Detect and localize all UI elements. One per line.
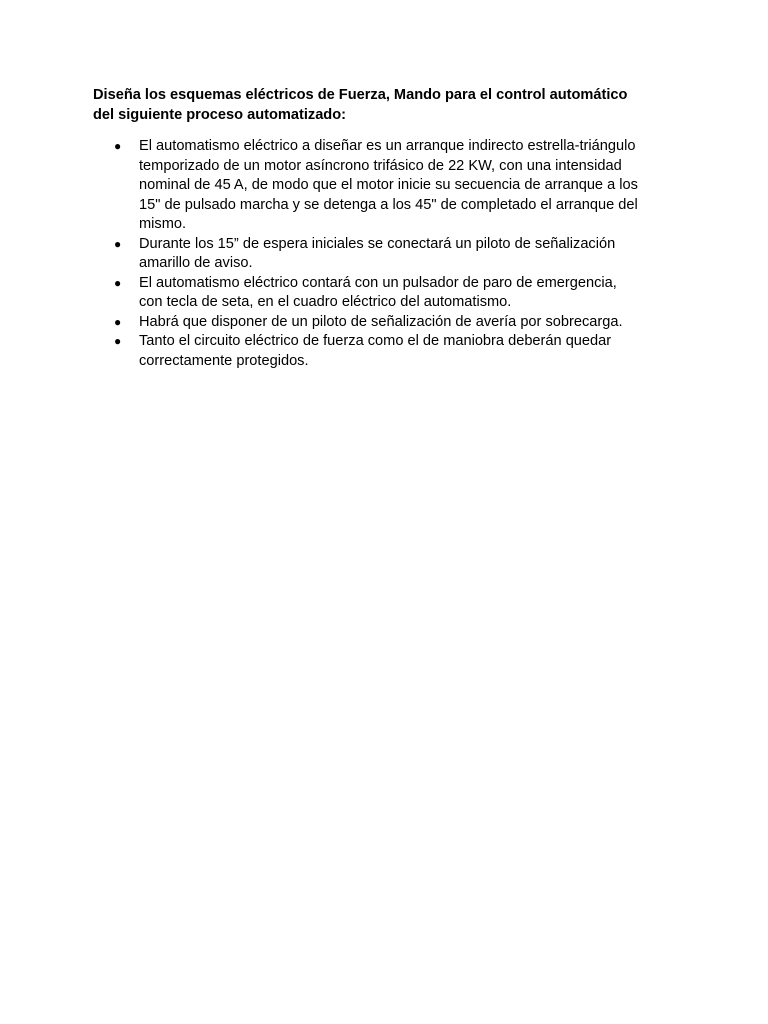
list-item-line: Durante los 15” de espera iniciales se conectará un piloto de señalización xyxy=(139,235,616,252)
list-item xyxy=(93,274,683,313)
list-item-line: con tecla de seta, en el cuadro eléctrico del automatismo. xyxy=(139,294,512,310)
list-item-text xyxy=(139,235,683,274)
list-item-text xyxy=(139,313,683,333)
bullet-icon: ● xyxy=(114,236,122,251)
list-item xyxy=(93,332,683,371)
list-item-line: nominal de 45 A, de modo que el motor inicie su secuencia de arranque a los xyxy=(139,177,638,193)
list-item xyxy=(93,313,683,333)
list-item-line: amarillo de aviso. xyxy=(139,255,253,271)
bullet-icon: ● xyxy=(114,314,122,329)
bullet-icon: ● xyxy=(114,334,122,348)
heading-line: del siguiente proceso automatizado: xyxy=(93,106,346,123)
list-item-line: temporizado de un motor asíncrono trifásico de 22 KW, con una intensidad xyxy=(139,157,622,174)
document-heading xyxy=(93,86,693,125)
list-item-line: El automatismo eléctrico contará con un pulsador de paro de emergencia, xyxy=(139,274,617,291)
list-item-text xyxy=(139,332,683,371)
list-item-line: Tanto el circuito eléctrico de fuerza como el de maniobra deberán quedar xyxy=(139,333,612,349)
requirements-list xyxy=(93,137,683,371)
list-item xyxy=(93,137,683,235)
list-item-line: 15" de pulsado marcha y se detenga a los 45" de completado el arranque del xyxy=(139,196,638,213)
bullet-icon: ● xyxy=(114,139,122,153)
list-item-text xyxy=(139,137,683,235)
list-item xyxy=(93,235,683,274)
list-item-text xyxy=(139,274,683,313)
list-item-line: Habrá que disponer de un piloto de señalización de avería por sobrecarga. xyxy=(139,313,623,330)
list-item-line: El automatismo eléctrico a diseñar es un arranque indirecto estrella-triángulo xyxy=(139,138,636,154)
list-item-line: mismo. xyxy=(139,216,187,232)
list-item-line: correctamente protegidos. xyxy=(139,352,309,369)
bullet-icon: ● xyxy=(114,275,122,290)
heading-line: Diseña los esquemas eléctricos de Fuerza, Mando para el control automático xyxy=(93,87,628,103)
